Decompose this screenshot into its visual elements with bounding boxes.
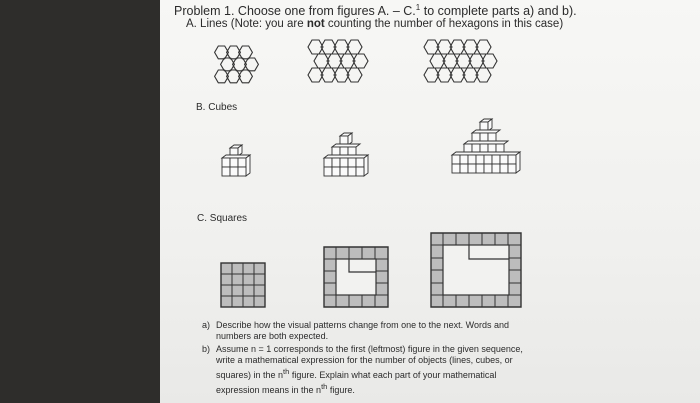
question-a-letter: a) xyxy=(202,320,211,330)
problem-title: Problem 1. Choose one from figures A. – C.$^1$ to complete parts a) and b). xyxy=(174,3,577,19)
cube-figure-1 xyxy=(216,142,262,188)
question-b xyxy=(202,344,523,396)
question-b-letter: b) xyxy=(202,344,211,354)
cubes-label: B. Cubes xyxy=(196,102,238,113)
question-a-line1: Describe how the visual patterns change from one to the next. Words and xyxy=(216,320,509,330)
worksheet-page xyxy=(160,0,700,403)
question-b-line3: squares) in the $n^{th}$ figure. Explain what each part of your mathematical xyxy=(216,367,497,380)
question-a-line2: numbers are both expected. xyxy=(216,331,329,341)
hexagon-figure-3 xyxy=(414,32,538,94)
question-b-line1: Assume n = 1 corresponds to the first (leftmost) figure in the given sequence, xyxy=(216,344,523,354)
hexagon-figure-2 xyxy=(298,32,398,94)
lines-label: A. Lines (Note: you are not counting the number of hexagons in this case) xyxy=(186,18,564,30)
question-a xyxy=(202,320,509,342)
squares-label: C. Squares xyxy=(197,213,248,224)
square-figure-1 xyxy=(220,262,266,308)
cube-figure-2 xyxy=(316,128,380,188)
hexagon-figure-1 xyxy=(208,36,283,94)
square-figure-2 xyxy=(323,246,389,308)
square-figure-3 xyxy=(430,232,522,308)
question-b-line4: expression means in the $n^{th}$ figure. xyxy=(216,382,355,395)
question-b-line2: write a mathematical expression for the number of objects (lines, cubes, or xyxy=(216,355,513,365)
cube-figure-3 xyxy=(444,114,528,190)
